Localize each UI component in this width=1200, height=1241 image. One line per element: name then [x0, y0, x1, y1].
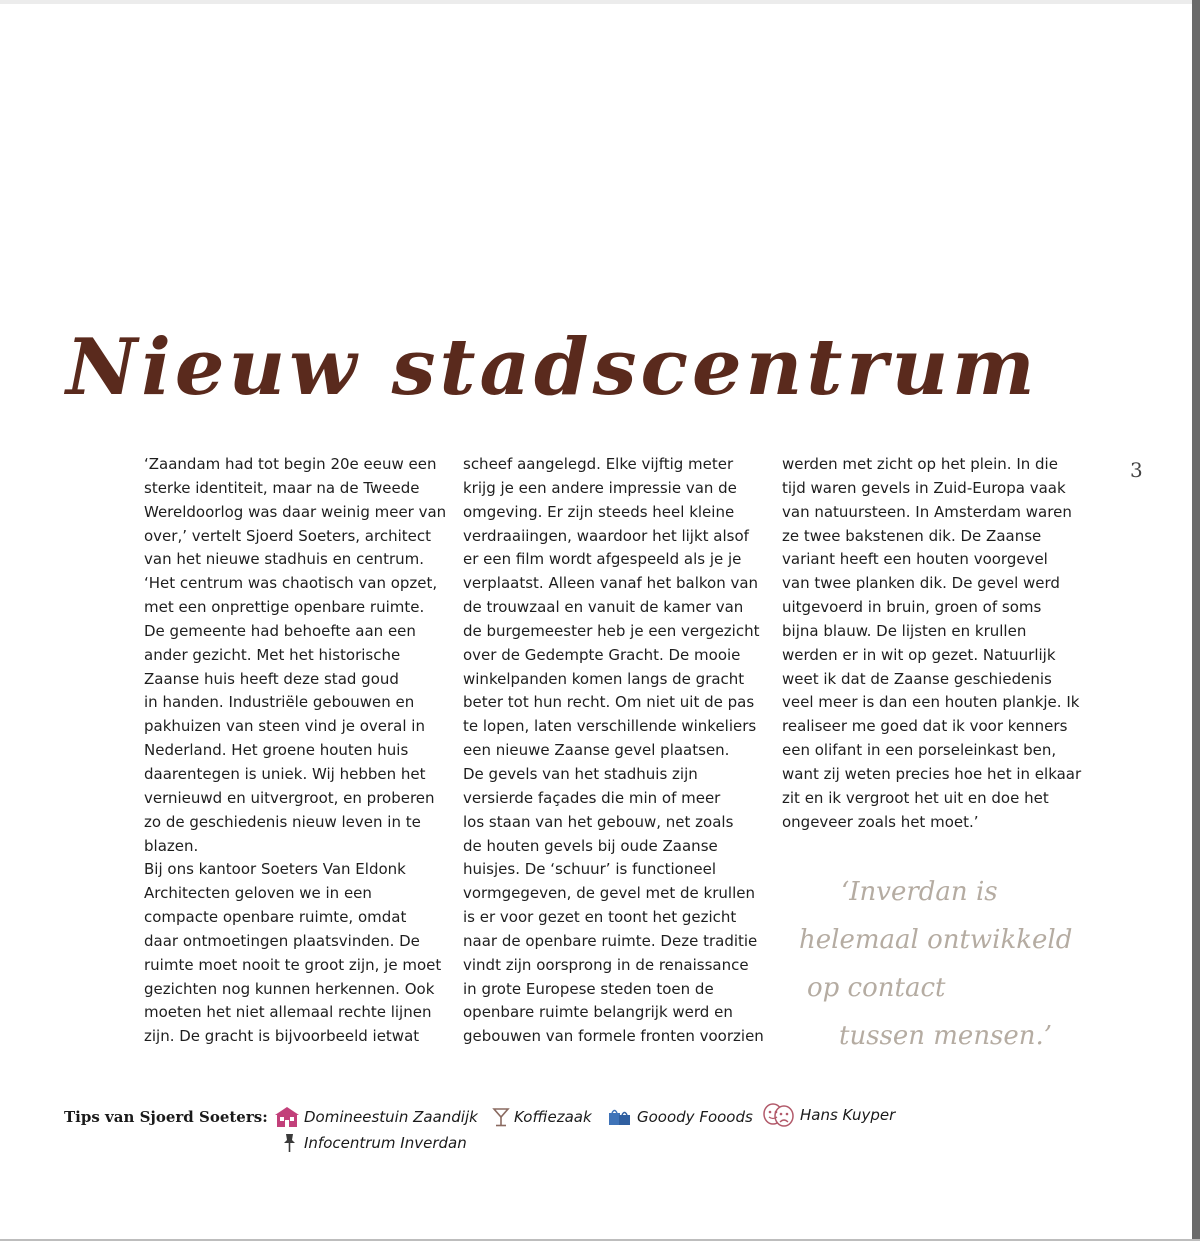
quote-line: op contact [807, 973, 946, 1003]
text-line: zo de geschiedenis nieuw leven in te [144, 812, 421, 831]
pull-quote [795, 868, 1085, 1060]
text-line: ongeveer zoals het moet.’ [782, 812, 979, 831]
text-line: van twee planken dik. De gevel werd [782, 574, 1060, 593]
text-line: ‘Zaandam had tot begin 20e eeuw een [144, 455, 437, 473]
text-line: verdraaiingen, waardoor het lijkt alsof [463, 526, 749, 545]
text-line: van natuursteen. In Amsterdam waren [782, 502, 1072, 521]
text-line: is er voor gezet en toont het gezicht [463, 908, 737, 927]
text-line: openbare ruimte belangrijk werd en [463, 1003, 733, 1022]
text-line: bijna blauw. De lijsten en krullen [782, 621, 1027, 640]
text-line: gezichten nog kunnen herkennen. Ook [144, 979, 435, 998]
text-line: ander gezicht. Met het historische [144, 645, 401, 664]
text-line: zit en ik vergroot het uit en doe het [782, 788, 1049, 807]
text-line: de trouwzaal en vanuit de kamer van [463, 598, 744, 617]
tips-label: Tips van Sjoerd Soeters: [64, 1108, 268, 1126]
text-line: want zij weten precies hoe het in elkaar [782, 764, 1082, 783]
text-line: winkelpanden komen langs de gracht [463, 669, 745, 688]
page-edge [1192, 0, 1200, 1241]
text-line: omgeving. Er zijn steeds heel kleine [463, 502, 735, 521]
text-line: beter tot hun recht. Om niet uit de pas [463, 693, 755, 712]
text-column-1 [144, 453, 447, 1049]
text-column-3 [782, 453, 1082, 835]
text-line: in handen. Industriële gebouwen en [144, 693, 415, 712]
text-line: tijd waren gevels in Zuid-Europa vaak [782, 478, 1066, 497]
text-line: een olifant in een porseleinkast ben, [782, 741, 1057, 760]
text-line: Nederland. Het groene houten huis [144, 741, 409, 760]
text-line: veel meer is dan een houten plankje. Ik [782, 693, 1080, 712]
text-line: variant heeft een houten voorgevel [782, 550, 1048, 569]
text-line: blazen. [144, 836, 199, 855]
text-line: ruimte moet nooit te groot zijn, je moet [144, 955, 442, 974]
tip-infocentrum[interactable] [280, 1132, 467, 1154]
page-title: Nieuw stadscentrum [66, 322, 1039, 413]
page-number: 3 [1130, 458, 1143, 482]
text-line: vernieuwd en uitvergroot, en proberen [144, 788, 435, 807]
tip-koffiezaak[interactable] [492, 1106, 592, 1128]
text-line: ‘Het centrum was chaotisch van opzet, [144, 574, 438, 593]
text-line: werden er in wit op gezet. Natuurlijk [782, 645, 1056, 664]
text-line: weet ik dat de Zaanse geschiedenis [782, 669, 1052, 688]
tip-hans-kuyper[interactable] [762, 1102, 895, 1128]
cocktail-glass-icon [492, 1106, 510, 1128]
text-line: De gevels van het stadhuis zijn [463, 764, 698, 783]
text-line: gebouwen van formele fronten voorzien [463, 1027, 764, 1046]
tip-gooody-fooods[interactable] [607, 1106, 753, 1128]
text-line: moeten het niet allemaal rechte lijnen [144, 1003, 432, 1022]
text-line: werden met zicht op het plein. In die [782, 455, 1058, 473]
tip-label: Gooody Fooods [637, 1108, 753, 1126]
text-line: verplaatst. Alleen vanaf het balkon van [463, 574, 759, 593]
text-line: er een film wordt afgespeeld als je je [463, 550, 742, 569]
pushpin-icon [280, 1132, 300, 1154]
text-line: vormgegeven, de gevel met de krullen [463, 884, 755, 903]
tip-domineestuin[interactable] [274, 1106, 478, 1128]
tip-label: Domineestuin Zaandijk [304, 1108, 478, 1126]
text-line: te lopen, laten verschillende winkeliers [463, 717, 757, 736]
house-icon [274, 1106, 300, 1128]
text-line: realiseer me goed dat ik voor kenners [782, 717, 1068, 736]
text-line: daar ontmoetingen plaatsvinden. De [144, 931, 420, 950]
theater-masks-icon [762, 1102, 796, 1128]
text-line: krijg je een andere impressie van de [463, 478, 737, 497]
tip-label: Koffiezaak [514, 1108, 592, 1126]
tip-label: Hans Kuyper [800, 1106, 896, 1124]
text-line: Wereldoorlog was daar weinig meer van [144, 502, 447, 521]
text-line: versierde façades die min of meer [463, 788, 721, 807]
text-line: Bij ons kantoor Soeters Van Eldonk [144, 860, 406, 879]
text-line: zijn. De gracht is bijvoorbeeld ietwat [144, 1027, 420, 1046]
tip-label: Infocentrum Inverdan [304, 1134, 467, 1152]
quote-line: helemaal ontwikkeld [799, 925, 1073, 955]
text-line: ze twee bakstenen dik. De Zaanse [782, 526, 1042, 545]
text-line: huisjes. De ‘schuur’ is functioneel [463, 860, 716, 879]
text-line: vindt zijn oorsprong in de renaissance [463, 955, 749, 974]
text-line: naar de openbare ruimte. Deze traditie [463, 931, 758, 950]
text-line: scheef aangelegd. Elke vijftig meter [463, 455, 734, 473]
quote-line: ‘Inverdan is [841, 877, 998, 907]
text-line: sterke identiteit, maar na de Tweede [144, 478, 420, 497]
text-line: over de Gedempte Gracht. De mooie [463, 645, 741, 664]
text-line: in grote Europese steden toen de [463, 979, 714, 998]
text-line: met een onprettige openbare ruimte. [144, 598, 425, 617]
tips-bar [64, 1106, 964, 1166]
text-line: De gemeente had behoefte aan een [144, 621, 416, 640]
text-line: uitgevoerd in bruin, groen of soms [782, 598, 1042, 617]
top-rule [0, 0, 1200, 4]
text-line: los staan van het gebouw, net zoals [463, 812, 734, 831]
text-line: de burgemeester heb je een vergezicht [463, 621, 760, 640]
text-line: over,’ vertelt Sjoerd Soeters, architect [144, 526, 431, 545]
text-line: de houten gevels bij oude Zaanse [463, 836, 718, 855]
quote-line: tussen mensen.’ [839, 1021, 1053, 1051]
text-line: daarentegen is uniek. Wij hebben het [144, 764, 426, 783]
text-line: compacte openbare ruimte, omdat [144, 908, 407, 927]
text-line: pakhuizen van steen vind je overal in [144, 717, 425, 736]
text-line: Architecten geloven we in een [144, 884, 372, 903]
shopping-bag-icon [607, 1106, 633, 1128]
text-column-2 [463, 453, 763, 1049]
text-line: een nieuwe Zaanse gevel plaatsen. [463, 741, 730, 760]
text-line: Zaanse huis heeft deze stad goud [144, 669, 399, 688]
text-line: van het nieuwe stadhuis en centrum. [144, 550, 424, 569]
